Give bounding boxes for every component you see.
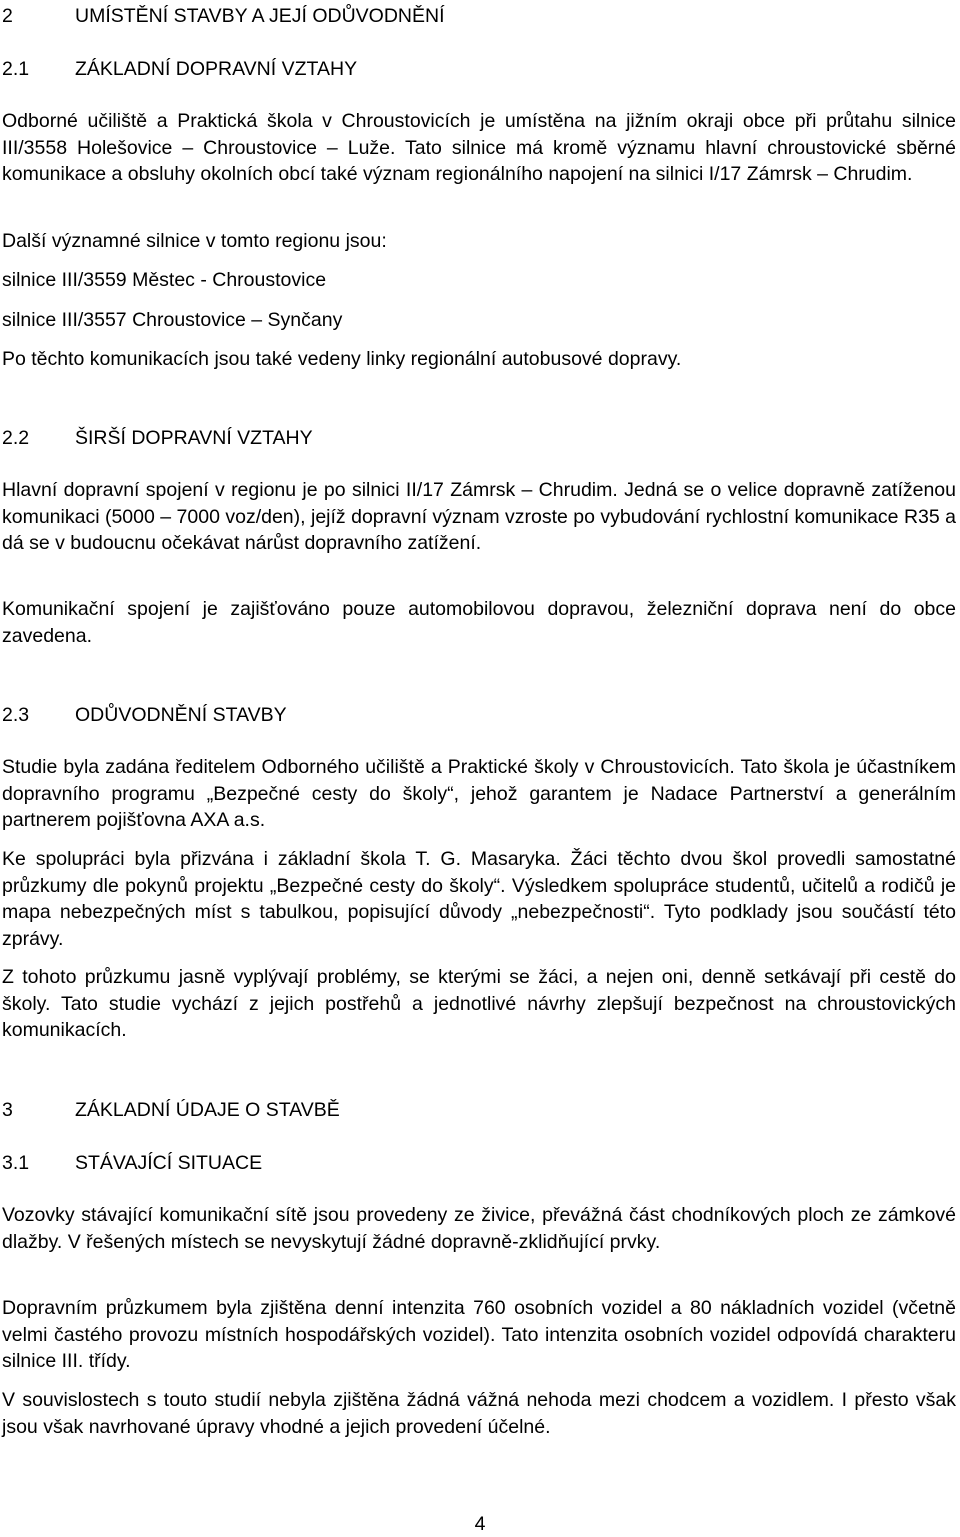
section-number: 2.2 [2, 427, 30, 449]
section-title: ZÁKLADNÍ ÚDAJE O STAVBĚ [75, 1099, 340, 1121]
section-heading-2-3 [2, 702, 287, 729]
paragraph: Po těchto komunikacích jsou také vedeny linky regionální autobusové dopravy. [2, 348, 682, 370]
paragraph: Komunikační spojení je zajišťováno pouze automobilovou dopravou, železniční doprava není do obce zavedena. [2, 598, 956, 647]
section-title: ŠIRŠÍ DOPRAVNÍ VZTAHY [75, 427, 313, 449]
section-heading-3 [2, 1097, 340, 1124]
paragraph: Dopravním průzkumem byla zjištěna denní intenzita 760 osobních vozidel a 80 nákladních vozidel (včetně velmi častého provozu místních hospodářských vozidel). Tato intenzita osobních vozidel odpovídá charakteru silnice III. třídy. [2, 1297, 956, 1372]
section-heading-3-1 [2, 1150, 262, 1177]
section-number: 3 [2, 1099, 13, 1121]
section-title: ODŮVODNĚNÍ STAVBY [75, 704, 287, 726]
paragraph: V souvislostech s touto studií nebyla zjištěna žádná vážná nehoda mezi chodcem a vozidlem. I přesto však jsou však navrhované úpravy vhodné a jejich provedení účelné. [2, 1389, 956, 1438]
page-number: 4 [474, 1513, 486, 1535]
paragraph: silnice III/3557 Chroustovice – Synčany [2, 309, 343, 331]
section-number: 3.1 [2, 1152, 30, 1174]
paragraph: Odborné učiliště a Praktická škola v Chroustovicích je umístěna na jižním okraji obce při průtahu silnice III/3558 Holešovice – Chroustovice – Luže. Tato silnice má kromě významu hlavní chroustovické sběrné komunikace a obsluhy okolních obcí také význam regionálního napojení na silnici I/17 Zámrsk – Chrudim. [2, 110, 956, 185]
section-heading-2-1 [2, 56, 357, 83]
paragraph: silnice III/3559 Městec - Chroustovice [2, 269, 327, 291]
paragraph: Z tohoto průzkumu jasně vyplývají problémy, se kterými se žáci, a nejen oni, denně setkávají při cestě do školy. Tato studie vychází z jejich postřehů a jednotlivé návrhy zlepšují bezpečnost na chroustovických komunikacích. [2, 966, 956, 1041]
paragraph: Vozovky stávající komunikační sítě jsou provedeny ze živice, převážná část chodníkových ploch ze zámkové dlažby. V řešených místech se nevyskytují žádné dopravně-zklidňující prvky. [2, 1204, 956, 1253]
paragraph: Ke spolupráci byla přizvána i základní škola T. G. Masaryka. Žáci těchto dvou škol provedli samostatné průzkumy dle pokynů projektu „Bezpečné cesty do školy“. Výsledkem spolupráce studentů, učitelů a rodičů je mapa nebezpečných míst s tabulkou, popisující důvody „nebezpečnosti“. Tyto podklady jsou součástí této zprávy. [2, 848, 956, 950]
section-heading-2 [2, 3, 445, 30]
section-title: STÁVAJÍCÍ SITUACE [75, 1152, 263, 1174]
paragraph: Hlavní dopravní spojení v regionu je po silnici II/17 Zámrsk – Chrudim. Jedná se o velice dopravně zatíženou komunikaci (5000 – 7000 voz/den), jejíž dopravní význam vzroste po vybudování rychlostní komunikace R35 a dá se v budoucnu očekávat nárůst dopravního zatížení. [2, 479, 956, 554]
paragraph: Studie byla zadána ředitelem Odborného učiliště a Praktické školy v Chroustovicích. Tato škola je účastníkem dopravního programu „Bezpečné cesty do školy“, jehož garantem je Nadace Partnerství a generálním partnerem pojišťovna AXA a.s. [2, 756, 956, 831]
section-number: 2 [2, 5, 13, 27]
paragraph: Další významné silnice v tomto regionu jsou: [2, 230, 387, 252]
section-number: 2.1 [2, 58, 30, 80]
section-heading-2-2 [2, 425, 313, 452]
section-title: UMÍSTĚNÍ STAVBY A JEJÍ ODŮVODNĚNÍ [75, 5, 445, 27]
section-number: 2.3 [2, 704, 30, 726]
section-title: ZÁKLADNÍ DOPRAVNÍ VZTAHY [75, 58, 358, 80]
